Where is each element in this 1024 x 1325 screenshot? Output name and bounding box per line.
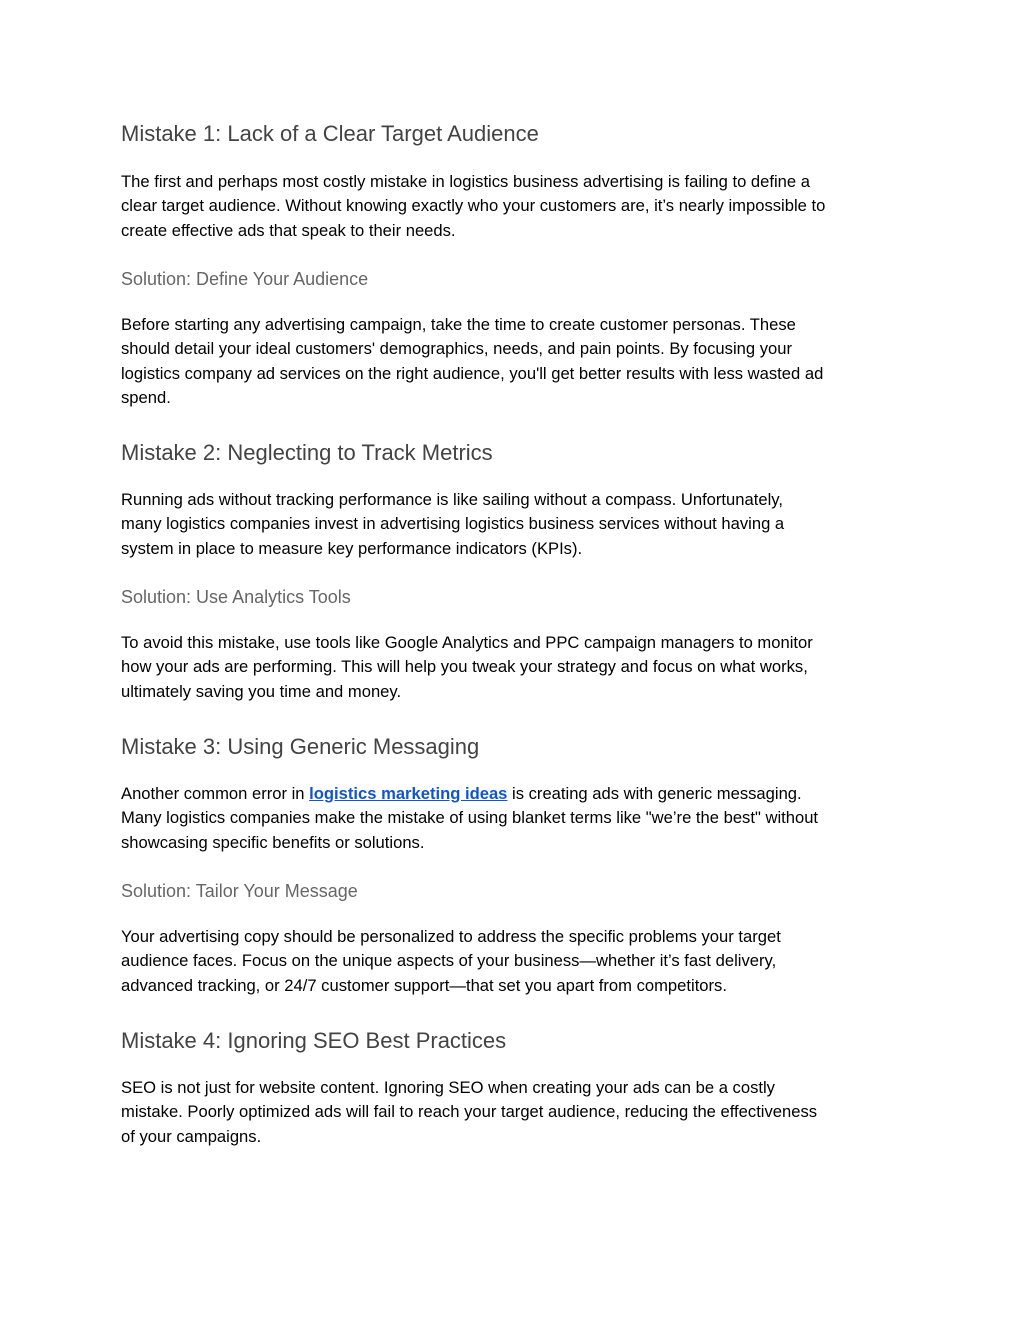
paragraph-solution-1 <box>121 313 911 410</box>
text-line: should detail your ideal customers' demographics, needs, and pain points. By focusing your <box>121 339 792 359</box>
text-line: showcasing specific benefits or solutions. <box>121 832 425 852</box>
text-line: SEO is not just for website content. Ignoring SEO when creating your ads can be a costly <box>121 1078 775 1097</box>
paragraph-solution-3 <box>121 925 911 998</box>
text-line: logistics company ad services on the right audience, you'll get better results with less wasted ad <box>121 363 824 383</box>
text-line: mistake. Poorly optimized ads will fail to reach your target audience, reducing the effectiveness <box>121 1102 818 1122</box>
text-line: audience faces. Focus on the unique aspects of your business—whether it’s fast delivery, <box>121 951 777 971</box>
text-line: of your campaigns. <box>121 1126 262 1146</box>
paragraph-mistake-1 <box>121 170 911 243</box>
text-line: many logistics companies invest in advertising logistics business services without having a <box>121 514 785 534</box>
heading-mistake-2: Mistake 2: Neglecting to Track Metrics <box>121 440 493 465</box>
text-suffix: is creating ads with generic messaging. <box>507 784 802 803</box>
subheading-solution-2: Solution: Use Analytics Tools <box>121 587 351 607</box>
text-line: Your advertising copy should be personalized to address the specific problems your target <box>121 927 781 946</box>
text-line: Running ads without tracking performance is like sailing without a compass. Unfortunately, <box>121 490 783 509</box>
paragraph-mistake-2 <box>121 488 911 561</box>
text-prefix: Another common error in <box>121 784 310 803</box>
text-line: ultimately saving you time and money. <box>121 681 402 701</box>
subheading-solution-1: Solution: Define Your Audience <box>121 269 369 289</box>
paragraph-mistake-4 <box>121 1076 911 1149</box>
paragraph-mistake-3 <box>121 782 911 855</box>
text-line: create effective ads that speak to their needs. <box>121 220 456 240</box>
text-line: spend. <box>121 387 171 407</box>
text-line: To avoid this mistake, use tools like Google Analytics and PPC campaign managers to monitor <box>121 633 813 652</box>
text-line: system in place to measure key performance indicators (KPIs). <box>121 538 583 558</box>
text-line: The first and perhaps most costly mistake in logistics business advertising is failing to define a <box>121 172 810 191</box>
subheading-solution-3: Solution: Tailor Your Message <box>121 881 358 901</box>
text-line: advanced tracking, or 24/7 customer support—that set you apart from competitors. <box>121 975 727 995</box>
text-line-with-link <box>121 782 911 806</box>
heading-mistake-3: Mistake 3: Using Generic Messaging <box>121 734 480 759</box>
text-line: how your ads are performing. This will help you tweak your strategy and focus on what works, <box>121 657 808 677</box>
heading-mistake-1: Mistake 1: Lack of a Clear Target Audience <box>121 121 539 146</box>
paragraph-solution-2 <box>121 631 911 704</box>
heading-mistake-4: Mistake 4: Ignoring SEO Best Practices <box>121 1028 507 1053</box>
text-line: clear target audience. Without knowing exactly who your customers are, it’s nearly impossible to <box>121 196 826 216</box>
text-line: Many logistics companies make the mistake of using blanket terms like "we’re the best" without <box>121 808 819 828</box>
text-line: Before starting any advertising campaign, take the time to create customer personas. These <box>121 315 796 334</box>
logistics-marketing-ideas-link[interactable]: logistics marketing ideas <box>309 784 508 803</box>
